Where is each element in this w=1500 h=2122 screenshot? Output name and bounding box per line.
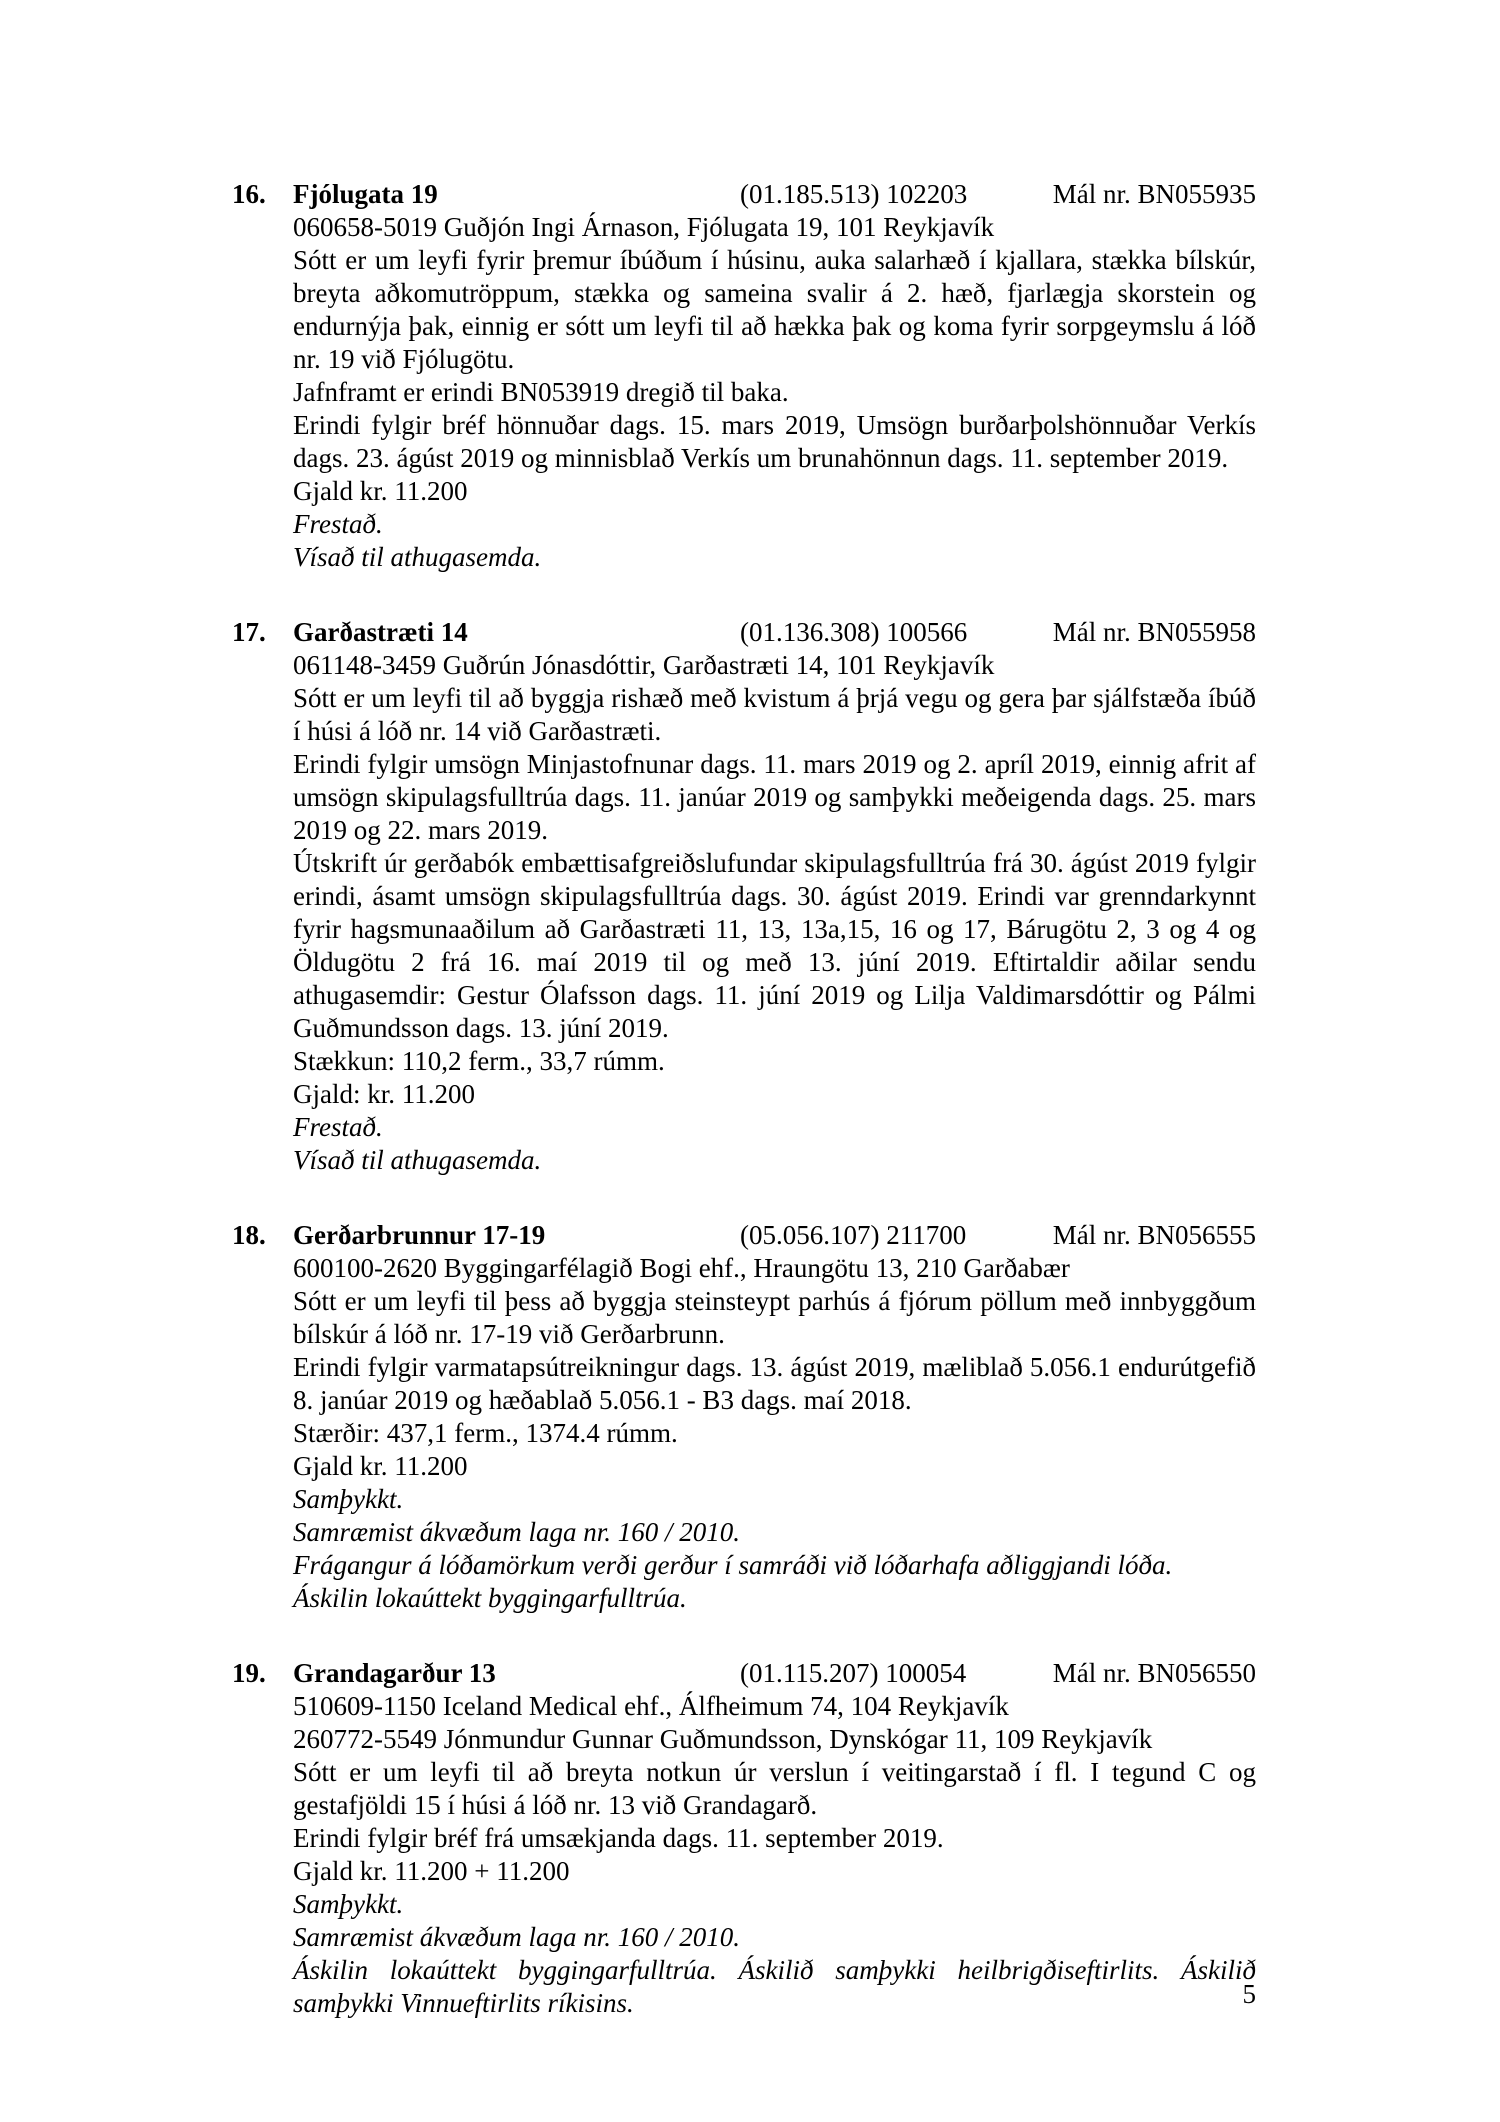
item-body [232, 1252, 1256, 1615]
item-case-number: Mál nr. BN056555 [1052, 1220, 1256, 1250]
item-line: Erindi fylgir bréf frá umsækjanda dags. 11. september 2019. [293, 1823, 944, 1853]
page-number: 5 [1242, 1979, 1256, 2009]
item-title: Gerðarbrunnur 17-19 [293, 1220, 546, 1250]
item-line: Stærðir: 437,1 ferm., 1374.4 rúmm. [293, 1418, 678, 1448]
item-body [232, 649, 1256, 1177]
item-case-number: Mál nr. BN056550 [1052, 1658, 1256, 1688]
permit-item [232, 1657, 1256, 2020]
item-line: 061148-3459 Guðrún Jónasdóttir, Garðastræti 14, 101 Reykjavík [293, 650, 995, 680]
item-line: Áskilin lokaúttekt byggingarfulltrúa. Áskilið samþykki heilbrigðiseftirlits. Áskilið samþykki Vinnueftirlits ríkisins. [293, 1955, 1256, 2018]
item-case-number: Mál nr. BN055958 [1052, 617, 1256, 647]
item-line: Gjald kr. 11.200 [293, 476, 468, 506]
item-code: (01.115.207) 100054 [740, 1658, 967, 1688]
item-line: Samræmist ákvæðum laga nr. 160 / 2010. [293, 1922, 741, 1952]
item-line: 600100-2620 Byggingarfélagið Bogi ehf., Hraungötu 13, 210 Garðabær [293, 1253, 1070, 1283]
item-case-number: Mál nr. BN055935 [1052, 179, 1256, 209]
item-line: Erindi fylgir varmatapsútreikningur dags. 13. ágúst 2019, mæliblað 5.056.1 endurútgefið 8. janúar 2019 og hæðablað 5.056.1 - B3 dags. maí 2018. [293, 1352, 1256, 1415]
item-line: 510609-1150 Iceland Medical ehf., Álfheimum 74, 104 Reykjavík [293, 1691, 1009, 1721]
item-number: 18. [232, 1220, 266, 1250]
item-line: Gjald kr. 11.200 + 11.200 [293, 1856, 570, 1886]
item-line: Vísað til athugasemda. [293, 542, 542, 572]
item-line: Sótt er um leyfi til að byggja rishæð með kvistum á þrjá vegu og gera þar sjálfstæða íbúð í húsi á lóð nr. 14 við Garðastræti. [293, 683, 1256, 746]
item-line: Erindi fylgir umsögn Minjastofnunar dags. 11. mars 2019 og 2. apríl 2019, einnig afrit af umsögn skipulagsfulltrúa dags. 11. janúar 2019 og samþykki meðeigenda dags. 25. mars 2019 og 22. mars 2019. [293, 749, 1256, 845]
item-title: Fjólugata 19 [293, 179, 438, 209]
item-line: Sótt er um leyfi til þess að byggja steinsteypt parhús á fjórum pöllum með innbyggðum bílskúr á lóð nr. 17-19 við Gerðarbrunn. [293, 1286, 1256, 1349]
item-title: Grandagarður 13 [293, 1658, 496, 1688]
item-line: Sótt er um leyfi fyrir þremur íbúðum í húsinu, auka salarhæð í kjallara, stækka bílskúr, breyta aðkomutröppum, stækka og sameina svalir á 2. hæð, fjarlægja skorstein og endurnýja þak, einnig er sótt um leyfi til að hækka þak og koma fyrir sorpgeymslu á lóð nr. 19 við Fjólugötu. [293, 245, 1256, 374]
item-line: Áskilin lokaúttekt byggingarfulltrúa. [293, 1583, 687, 1613]
item-line: Sótt er um leyfi til að breyta notkun úr verslun í veitingarstað í fl. I tegund C og gestafjöldi 15 í húsi á lóð nr. 13 við Grandagarð. [293, 1757, 1256, 1820]
item-code: (05.056.107) 211700 [740, 1220, 967, 1250]
permit-items [232, 178, 1256, 2020]
item-line: Vísað til athugasemda. [293, 1145, 542, 1175]
item-line: Samræmist ákvæðum laga nr. 160 / 2010. [293, 1517, 741, 1547]
item-line: Frágangur á lóðamörkum verði gerður í samráði við lóðarhafa aðliggjandi lóða. [293, 1550, 1173, 1580]
item-body [232, 211, 1256, 574]
item-line: Stækkun: 110,2 ferm., 33,7 rúmm. [293, 1046, 665, 1076]
item-line: Frestað. [293, 1112, 383, 1142]
item-line: Gjald: kr. 11.200 [293, 1079, 475, 1109]
item-number: 17. [232, 617, 266, 647]
item-number: 19. [232, 1658, 266, 1688]
permit-item-header [232, 178, 1256, 211]
item-code: (01.136.308) 100566 [740, 617, 968, 647]
permit-item-header [232, 1219, 1256, 1252]
permit-item [232, 1219, 1256, 1615]
permit-item [232, 178, 1256, 574]
item-title: Garðastræti 14 [293, 617, 468, 647]
permit-item-header [232, 616, 1256, 649]
item-code: (01.185.513) 102203 [740, 179, 968, 209]
item-line: 260772-5549 Jónmundur Gunnar Guðmundsson, Dynskógar 11, 109 Reykjavík [293, 1724, 1153, 1754]
item-number: 16. [232, 179, 266, 209]
item-body [232, 1690, 1256, 2020]
item-line: Samþykkt. [293, 1889, 404, 1919]
item-line: Útskrift úr gerðabók embættisafgreiðslufundar skipulagsfulltrúa frá 30. ágúst 2019 fylgir erindi, ásamt umsögn skipulagsfulltrúa dags. 30. ágúst 2019. Erindi var grenndarkynnt fyrir hagsmunaaðilum að Garðastræti 11, 13, 13a,15, 16 og 17, Bárugötu 2, 3 og 4 og Öldugötu 2 frá 16. maí 2019 til og með 13. júní 2019. Eftirtaldir aðilar sendu athugasemdir: Gestur Ólafsson dags. 11. júní 2019 og Lilja Valdimarsdóttir og Pálmi Guðmundsson dags. 13. júní 2019. [293, 848, 1256, 1043]
item-line: Jafnframt er erindi BN053919 dregið til baka. [293, 377, 789, 407]
permit-item-header [232, 1657, 1256, 1690]
item-line: Samþykkt. [293, 1484, 404, 1514]
item-line: Gjald kr. 11.200 [293, 1451, 468, 1481]
permit-item [232, 616, 1256, 1177]
item-line: 060658-5019 Guðjón Ingi Árnason, Fjólugata 19, 101 Reykjavík [293, 212, 995, 242]
item-line: Frestað. [293, 509, 383, 539]
item-line: Erindi fylgir bréf hönnuðar dags. 15. mars 2019, Umsögn burðarþolshönnuðar Verkís dags. 23. ágúst 2019 og minnisblað Verkís um brunahönnun dags. 11. september 2019. [293, 410, 1256, 473]
